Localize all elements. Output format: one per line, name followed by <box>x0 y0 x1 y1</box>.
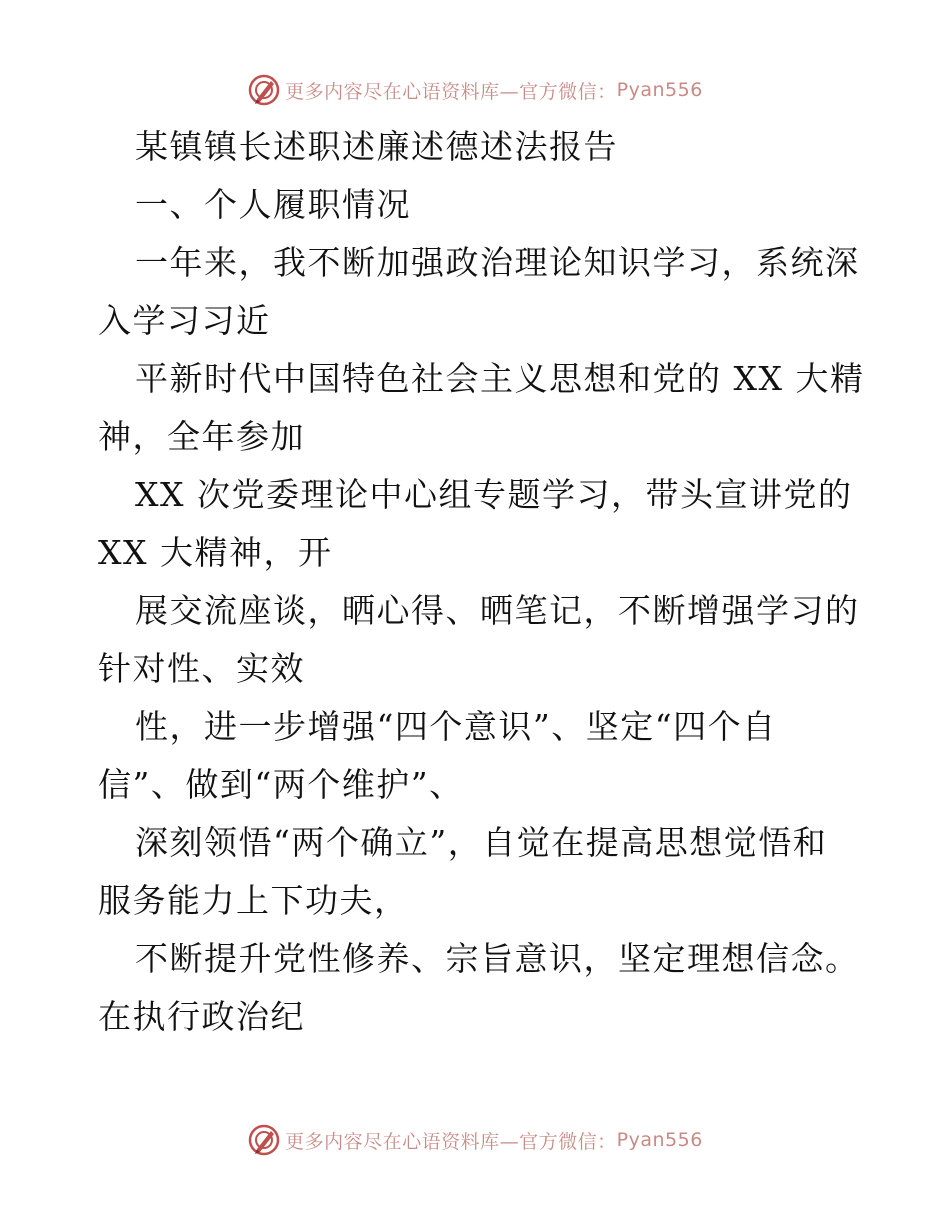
paragraph-line: 不断提升党性修养、宗旨意识，坚定理想信念。 <box>135 939 860 978</box>
paragraph-line: 在执行政治纪 <box>98 997 305 1036</box>
paragraph-line: 平新时代中国特色社会主义思想和党的 XX 大精 <box>135 359 865 398</box>
watermark-text: 更多内容尽在心语资料库—官方微信： <box>285 80 617 103</box>
pen-logo-icon <box>247 73 281 107</box>
paragraph-line: XX 大精神，开 <box>98 533 333 572</box>
watermark-wechat-id: Pyan556 <box>616 1129 703 1151</box>
paragraph-line: 性，进一步增强“四个意识”、坚定“四个自 <box>135 707 777 746</box>
header-watermark <box>0 70 950 110</box>
paragraph-line: 针对性、实效 <box>98 649 305 688</box>
section-heading: 一、个人履职情况 <box>135 185 411 224</box>
paragraph-line: 服务能力上下功夫， <box>98 881 409 920</box>
document-title: 某镇镇长述职述廉述德述法报告 <box>135 127 618 166</box>
paragraph-line: 信”、做到“两个维护”、 <box>98 765 464 804</box>
paragraph-line: XX 次党委理论中心组专题学习，带头宣讲党的 <box>135 475 853 514</box>
document-body <box>98 118 865 1046</box>
paragraph-line: 神，全年参加 <box>98 417 305 456</box>
paragraph-line: 一年来，我不断加强政治理论知识学习，系统深 <box>135 243 860 282</box>
watermark-wechat-id: Pyan556 <box>616 79 703 101</box>
footer-watermark <box>0 1120 950 1160</box>
watermark-text: 更多内容尽在心语资料库—官方微信： <box>285 1130 617 1153</box>
paragraph-line: 展交流座谈，晒心得、晒笔记，不断增强学习的 <box>135 591 860 630</box>
paragraph-line: 入学习习近 <box>98 301 271 340</box>
paragraph-line: 深刻领悟“两个确立”，自觉在提高思想觉悟和 <box>135 823 828 862</box>
pen-logo-icon <box>247 1123 281 1157</box>
